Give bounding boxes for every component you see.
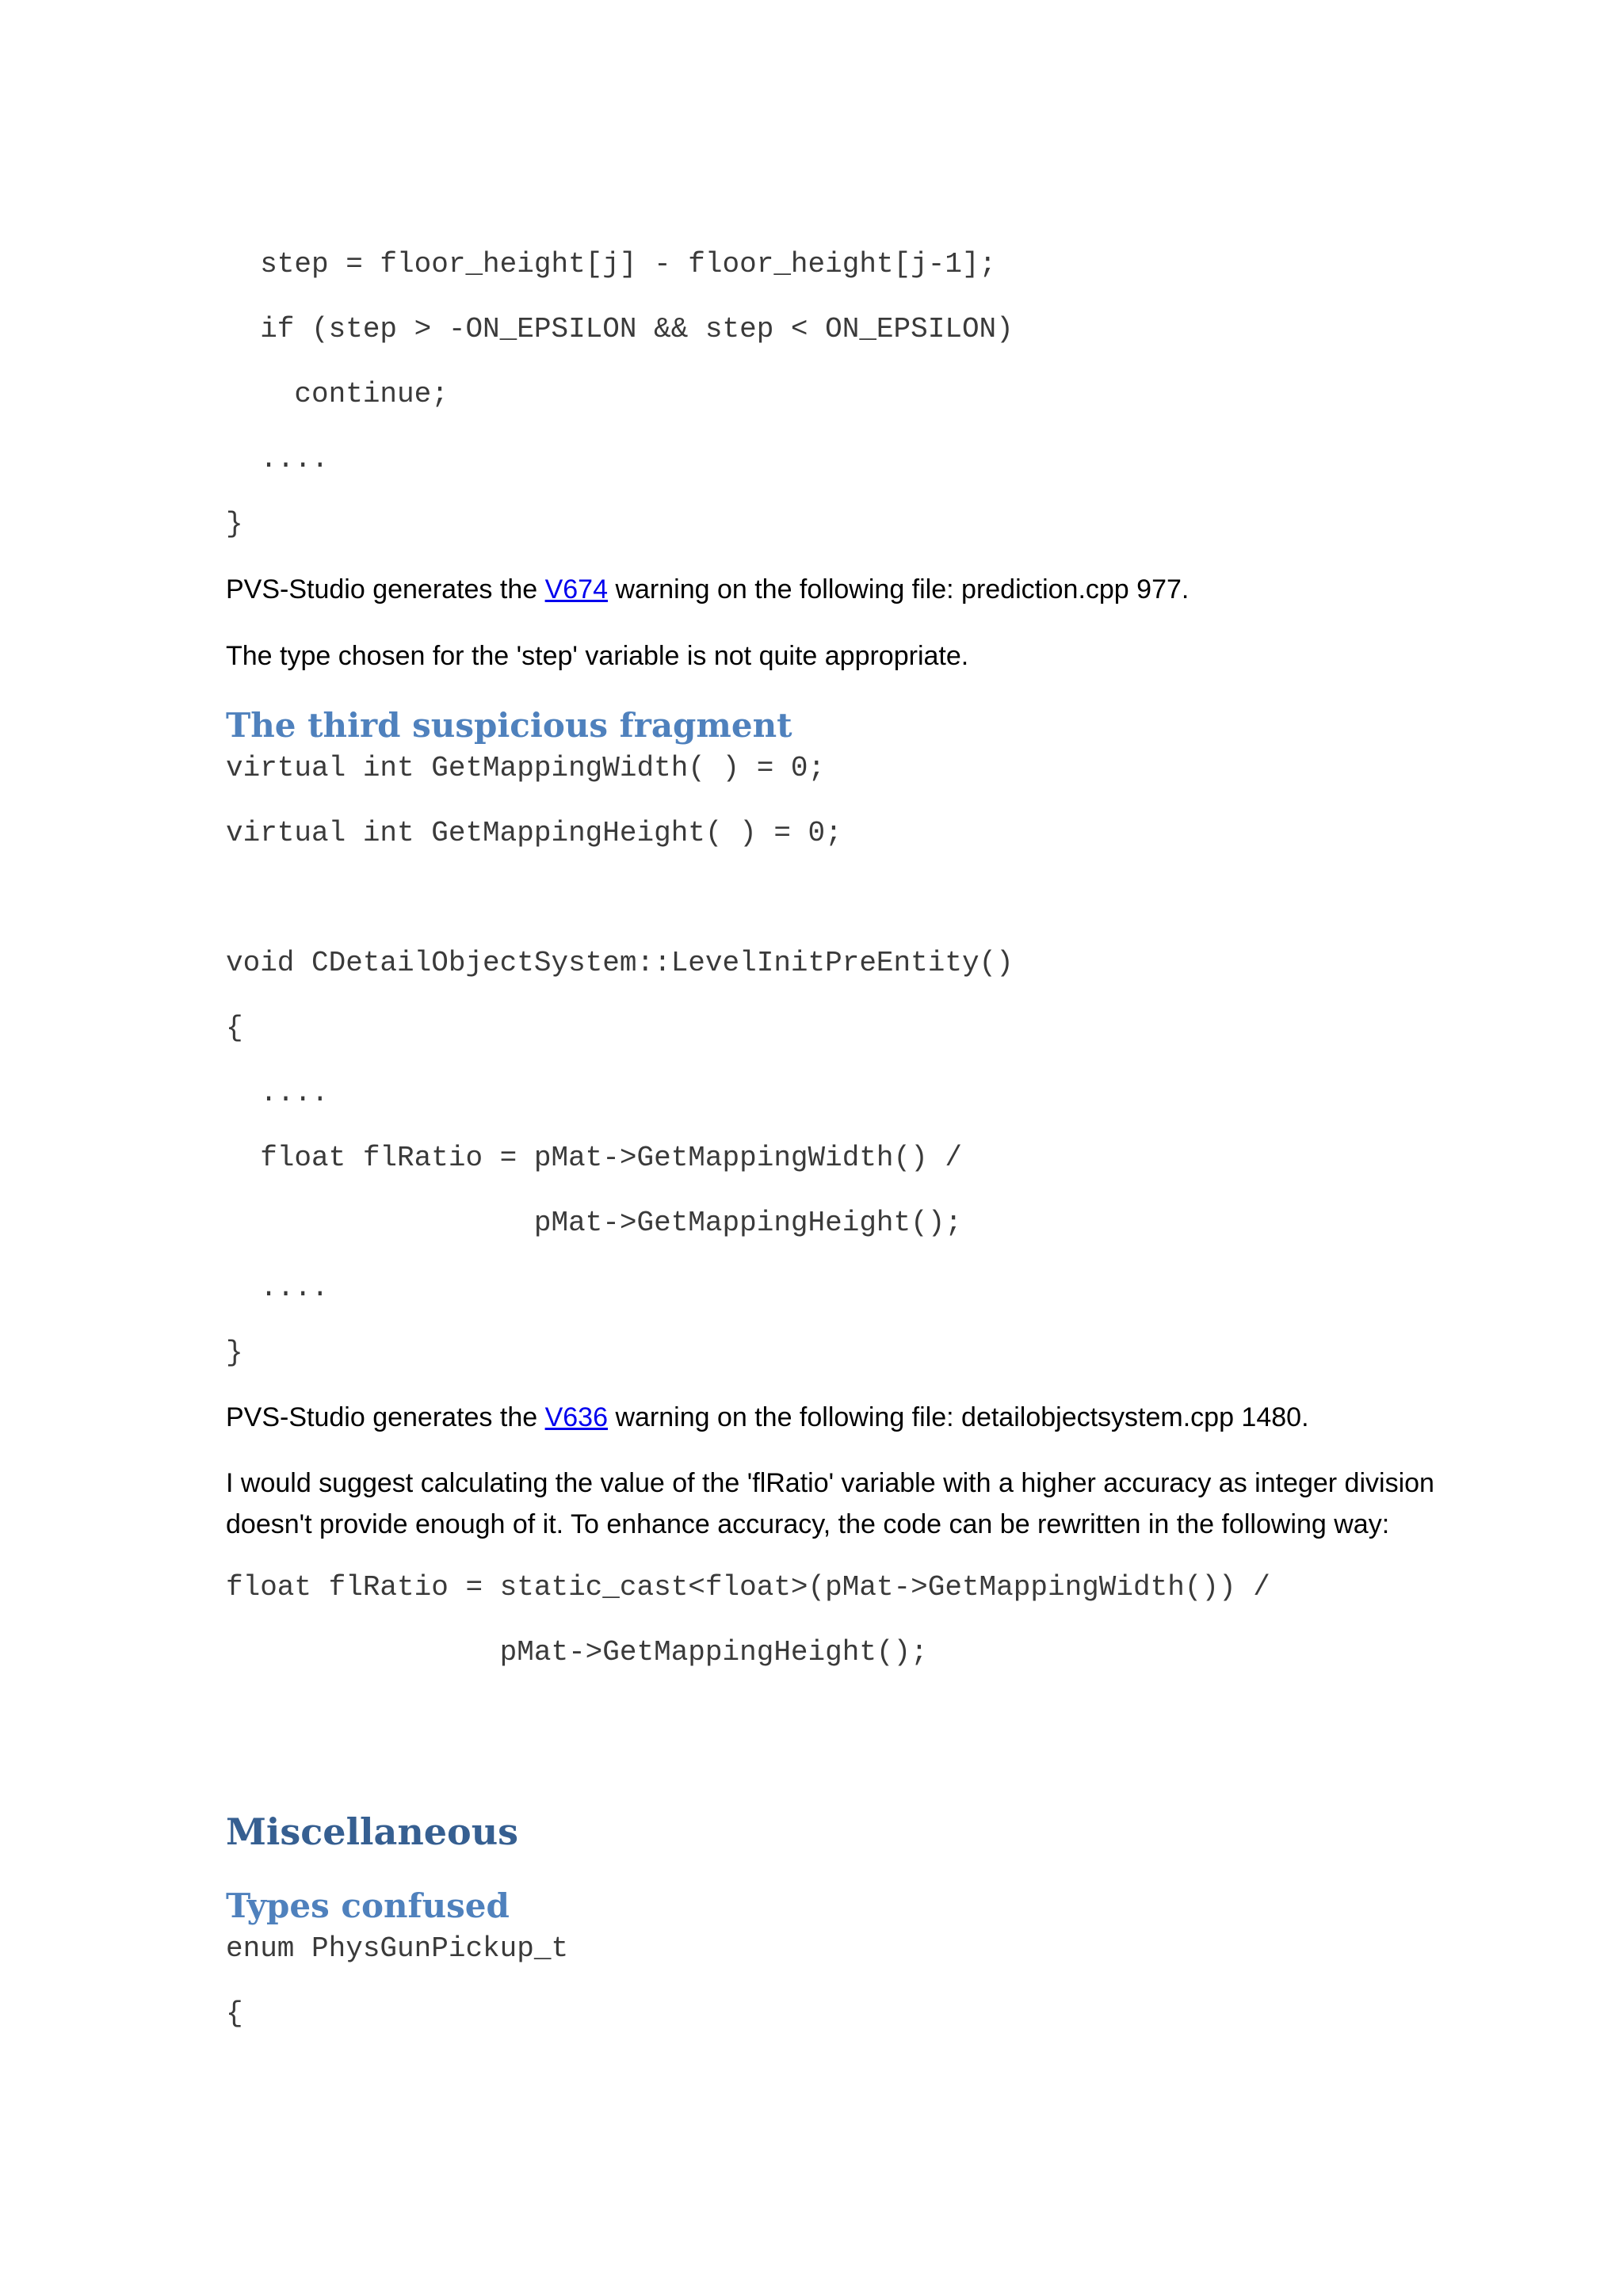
paragraph-suggestion: I would suggest calculating the value of the 'flRatio' variable with a higher accuracy as integer division doesn't provide enough of it. To enhance accuracy, the code can be rewritten in the following way: [226,1468,1434,1539]
code-line: pMat->GetMappingHeight(); [226,1207,962,1239]
paragraph-text: warning on the following file: detailobjectsystem.cpp 1480. [608,1402,1309,1432]
heading-miscellaneous: Miscellaneous [226,1810,519,1853]
code-line: step = floor_height[j] - floor_height[j-1]; [226,248,997,280]
code-line: virtual int GetMappingHeight( ) = 0; [226,817,842,849]
code-line: { [226,1012,243,1044]
paragraph-text: warning on the following file: prediction.cpp 977. [608,574,1190,605]
heading-third-suspicious-fragment: The third suspicious fragment [226,706,792,745]
paragraph-warning-v636 [226,1397,1462,1438]
code-line: pMat->GetMappingHeight(); [226,1636,928,1669]
paragraph-text: PVS-Studio generates the [226,574,545,605]
code-line: } [226,508,243,540]
paragraph-text: PVS-Studio generates the [226,1402,545,1432]
v674-link[interactable]: V674 [544,574,608,605]
code-line: virtual int GetMappingWidth( ) = 0; [226,752,826,784]
code-line: .... [226,443,329,475]
paragraph-warning-v674 [226,569,1462,610]
code-line: enum PhysGunPickup_t [226,1932,569,1965]
code-line: .... [226,1272,329,1304]
code-line: { [226,1997,243,2030]
code-line: } [226,1337,243,1369]
code-line: float flRatio = pMat->GetMappingWidth() / [226,1142,962,1174]
v636-link[interactable]: V636 [544,1402,608,1432]
code-line: .... [226,1077,329,1109]
code-line: continue; [226,378,449,410]
heading-types-confused: Types confused [226,1886,510,1925]
code-line: void CDetailObjectSystem::LevelInitPreEntity() [226,947,1014,979]
code-line: float flRatio = static_cast<float>(pMat->GetMappingWidth()) / [226,1571,1270,1604]
code-line: if (step > -ON_EPSILON && step < ON_EPSILON) [226,313,1014,345]
paragraph-step-type: The type chosen for the 'step' variable is not quite appropriate. [226,641,969,671]
